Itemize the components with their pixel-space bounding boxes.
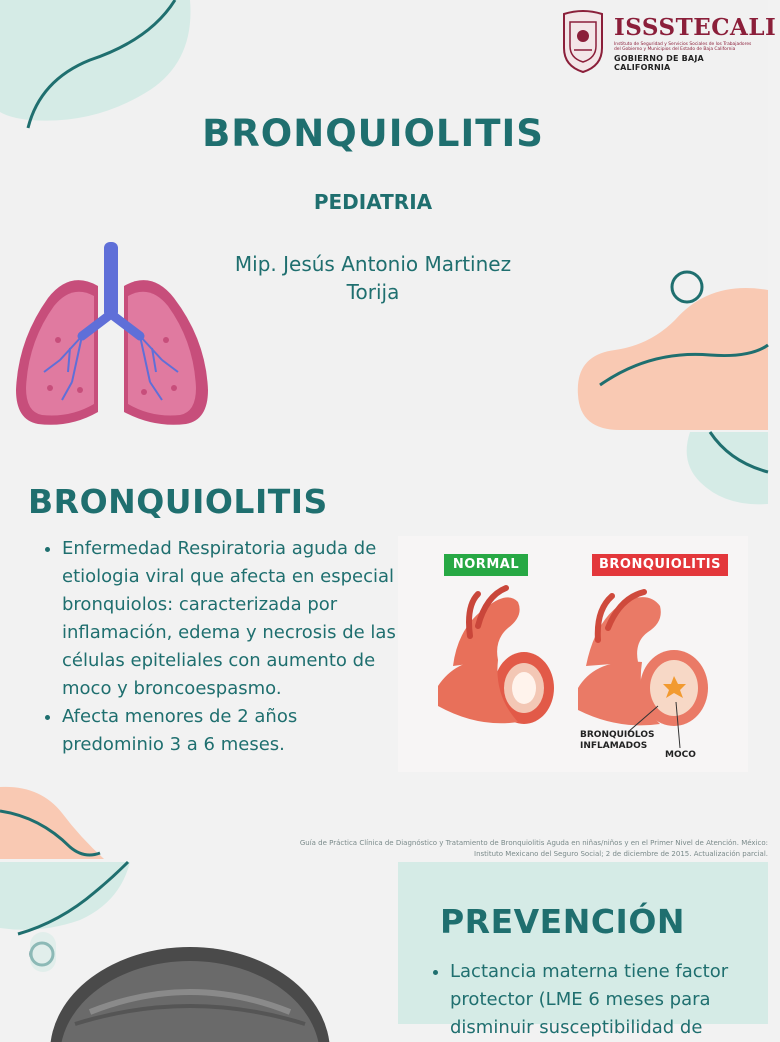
author-line-2: Torija [346,280,400,304]
inflamed-bronchioles-callout: BRONQUIOLOS INFLAMADOS [580,730,655,751]
decorative-blob-top-right [670,432,768,512]
issstecali-logo [558,8,777,74]
logo-subtitle: Instituto de Seguridad y Servicios Sociales de los Trabajadores del Gobierno y Municipios del Estado de Baja California [614,42,752,52]
section-title: BRONQUIOLITIS [28,482,328,521]
bronquiolitis-label: BRONQUIOLITIS [592,554,728,576]
prevention-slide [0,862,768,1038]
state-seal-icon [558,8,608,74]
cover-slide [0,0,777,430]
citation: Guía de Práctica Clínica de Diagnóstico y Tratamiento de Bronquiolitis Aguda en niñas/niños y en el Primer Nivel de Atención. México: Instituto Mexicano del Seguro Social; 2 de diciembre de 2015. Actualización parcial. [299,839,768,858]
logo-government: GOBIERNO DE BAJA CALIFORNIA [614,54,704,72]
definition-bullet-list [44,535,402,759]
lungs-illustration [10,240,214,430]
cover-author [212,250,534,306]
logo-wordmark: ISSSTECALI [614,14,777,41]
list-item: • Enfermedad Respiratoria aguda de etiologia viral que afecta en especial bronquiolos: caracterizada por inflamación, edema y necrosis de las células epiteliales con aumento de moco y broncoespasmo. [62,535,402,703]
normal-label: NORMAL [444,554,528,576]
section-title: PREVENCIÓN [440,902,686,941]
definition-slide [0,432,768,860]
cover-title: BRONQUIOLITIS [202,112,544,155]
mucus-callout: MOCO [665,750,696,760]
list-item: • Lactancia materna tiene factor protector (LME 6 meses para disminuir susceptibilidad de [450,958,780,1042]
author-line-1: Mip. Jesús Antonio Martinez [234,252,512,276]
decorative-blob-right [560,260,768,430]
list-item: • Afecta menores de 2 años predominio 3 a 6 meses. [62,703,402,759]
decorative-blob-bottom-left [0,787,110,861]
decorative-shapes-left [0,862,398,1024]
cover-subtitle: PEDIATRIA [313,190,433,214]
bronchiole-illustration [398,536,748,772]
bronchiole-comparison-figure [398,536,748,772]
prevention-panel [398,862,768,1038]
prevention-bullet-list [432,958,780,1042]
